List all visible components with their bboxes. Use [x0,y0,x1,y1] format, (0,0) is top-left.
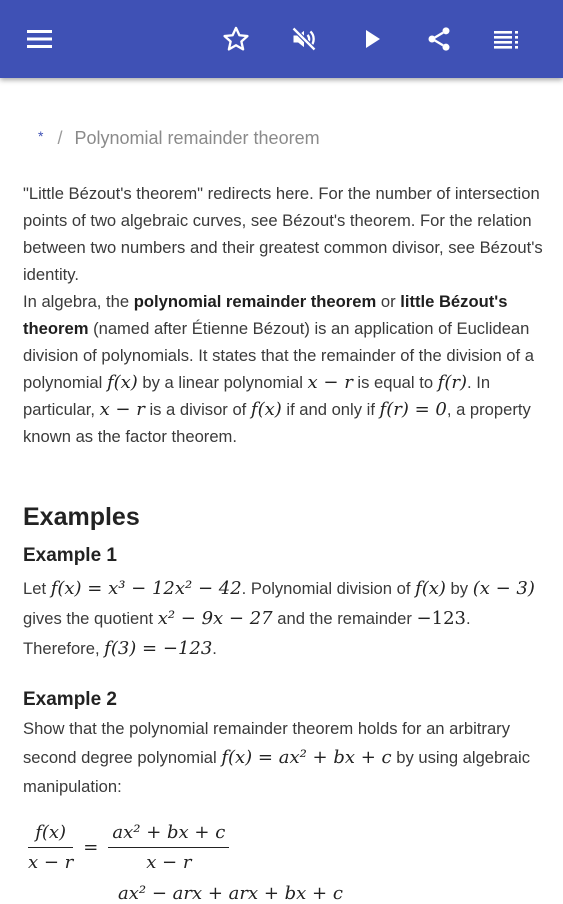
fraction: $\frac{\text{ax² + bx + c}}{x - r}$ [108,822,229,873]
share-icon[interactable] [419,19,459,59]
math-inline: f(x) [415,578,446,599]
math-inline: x² − 9x − 27 [157,608,273,629]
equals-sign: = [83,837,99,858]
play-icon[interactable] [352,19,392,59]
breadcrumb-home[interactable]: * [38,128,44,144]
star-icon[interactable] [216,19,256,59]
math-inline: x − r [307,372,353,393]
math-inline: f(x) = ax² + bx + c [221,747,392,768]
math-inline: f(x) = x³ − 12x² − 42 [50,578,242,599]
math-inline: f(r) [437,372,467,393]
subheading-example-1: Example 1 [23,545,117,566]
math-inline: x − r [99,399,145,420]
term-little-bezout-theorem: little Bézout's theorem [23,292,508,338]
math-inline: f(x) [250,399,282,420]
app-bar [0,0,563,78]
toc-icon[interactable] [487,19,527,59]
article-intro [23,180,543,450]
hatnote: "Little Bézout's theorem" redirects here. For the number of intersection points of two algebraic curves, see Bézout's theorem. For the relation between two numbers and their greatest common divisor, see Bézout's identity. [23,184,543,284]
fraction: $\frac{f(x)}{x - r}$ [28,822,74,873]
breadcrumb-separator: / [57,128,63,148]
breadcrumb [38,128,320,149]
math-inline: f(x) [106,372,138,393]
math-inline: f(3) = −123 [104,638,213,659]
math-inline: (x − 3) [472,578,535,599]
math-inline: f(r) = 0 [379,399,447,420]
equation-next-line: ax² − arx + arx + bx + c [118,883,343,904]
mute-icon[interactable] [284,19,324,59]
lead-paragraph: In algebra, the polynomial remainder theorem or little Bézout's theorem (named after Étienne Bézout) is an application of Euclidean division of polynomials. It states that the remainder of the division of a polynomial f(x) by a linear polynomial x − r is equal to f(r). In particular, x − r is a divisor of f(x) if and only if f(r) = 0, a property known as the factor theorem. [23,292,534,446]
breadcrumb-current: Polynomial remainder theorem [74,128,320,148]
example-2-text: Show that the polynomial remainder theorem holds for an arbitrary second degree polynomial f(x) = ax² + bx + c by using algebraic manipulation: [23,719,531,796]
section-heading-examples: Examples [23,503,140,531]
term-polynomial-remainder-theorem: polynomial remainder theorem [133,292,377,311]
menu-icon[interactable] [20,19,60,59]
subheading-example-2: Example 2 [23,689,117,710]
example-1-text: Let f(x) = x³ − 12x² − 42. Polynomial division of f(x) by (x − 3) gives the quotient x² − 9x − 27 and the remainder −123. Therefore, f(3) = −123. [23,578,535,659]
math-inline: −123 [416,608,466,629]
display-equation [28,822,229,873]
